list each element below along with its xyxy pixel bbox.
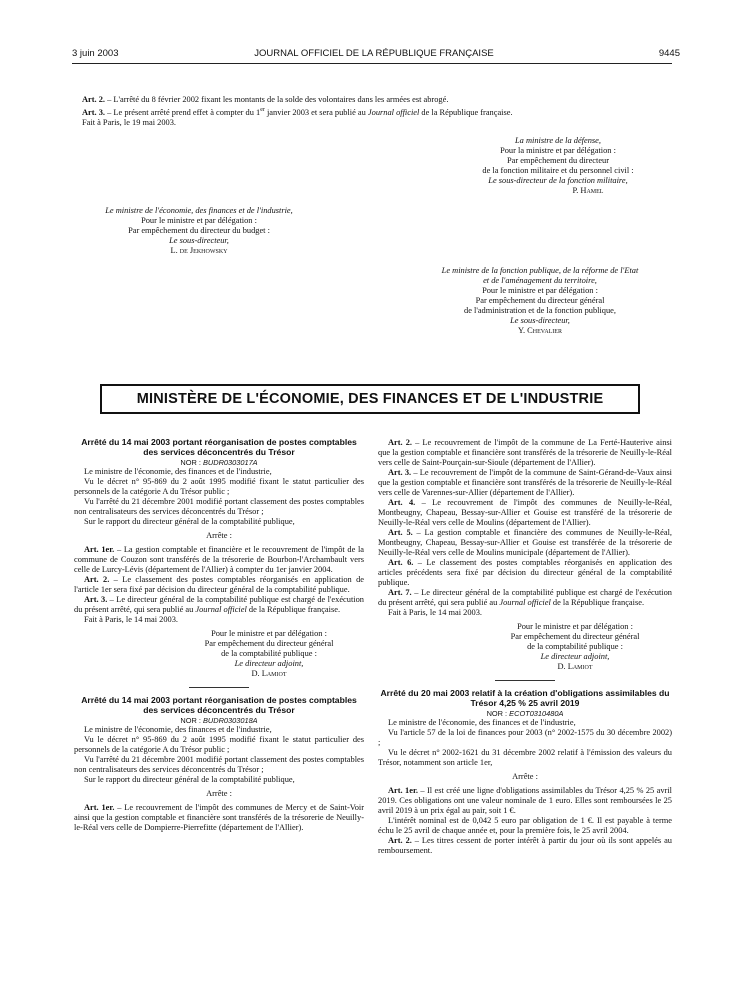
arrete-2-p2: Vu le décret n° 95-869 du 2 août 1995 modifié fixant le statut particulier des personnels de la catégorie A du Trésor public ; bbox=[74, 735, 364, 755]
right-art5: Art. 5. – La gestion comptable et financière des communes de Neuilly-le-Réal, Montbeugny, Chapeau, Bessay-sur-Allier et Gouise est transférée de la trésorerie de Neuilly-le-Réal vers celle de Moulins municipale (département de l'Allier). bbox=[378, 528, 672, 557]
arrete-1-title: Arrêté du 14 mai 2003 portant réorganisation de postes comptables des services déconcentrés du Trésor bbox=[81, 437, 357, 457]
arrete-3-p3: Vu le décret n° 2002-1621 du 31 décembre 2002 relatif à l'émission des valeurs du Trésor, notamment son article 1er, bbox=[378, 748, 672, 768]
right-fait: Fait à Paris, le 14 mai 2003. bbox=[388, 608, 482, 617]
arrete-1-art2: Art. 2. – Le classement des postes comptables réorganisés en application de l'article 1er sera fixé par décision du directeur général de la comptabilité publique. bbox=[74, 575, 365, 595]
right-art3: Art. 3. – Le recouvrement de l'impôt de la commune de Saint-Gérand-de-Vaux ainsi que la gestion comptable et financière sont transférés de la trésorerie de Neuilly-le-Réal vers celle de Varennes-sur-Allier (département de l'Allier). bbox=[378, 468, 672, 497]
arrete-3-p4: L'intérêt nominal est de 0,042 5 euro par obligation de 1 €. Il est payable à terme échu le 25 avril de chaque année et, pour la première fois, le 25 avril 2004. bbox=[378, 816, 672, 836]
arrete-2-p3: Vu l'arrêté du 21 décembre 2001 modifié portant classement des postes comptables non centralisateurs des services déconcentrés du Trésor ; bbox=[74, 755, 364, 775]
top-art3: Art. 3. – Le présent arrêté prend effet à compter du 1er janvier 2003 et sera publié au Journal officiel de la République française. bbox=[82, 107, 513, 117]
header-date: 3 juin 2003 bbox=[72, 48, 119, 59]
arrete-1-p4: Sur le rapport du directeur général de la comptabilité publique, bbox=[84, 517, 295, 527]
right-art6: Art. 6. – Le classement des postes comptables réorganisés en application des articles précédents sera fixé par décision du directeur général de la comptabilité publique. bbox=[378, 558, 672, 587]
arrete-3-p1: Le ministre de l'économie, des finances et de l'industrie, bbox=[388, 718, 576, 728]
top-fait: Fait à Paris, le 19 mai 2003. bbox=[82, 117, 176, 127]
arrete-3-arrete: Arrête : bbox=[512, 772, 538, 782]
arrete-2-p4: Sur le rapport du directeur général de la comptabilité publique, bbox=[84, 775, 295, 785]
ministry-banner: MINISTÈRE DE L'ÉCONOMIE, DES FINANCES ET DE L'INDUSTRIE bbox=[100, 384, 640, 414]
arrete-1-art1: Art. 1er. – La gestion comptable et financière et le recouvrement de l'impôt de la commune de Couzon sont transférés de la trésorerie de Bourbon-l'Archambault vers celle de Lurcy-Lévis (département de l'Allier) à compter du 1er janvier 2004. bbox=[74, 545, 365, 575]
arrete-3-title: Arrêté du 20 mai 2003 relatif à la création d'obligations assimilables du Trésor 4,25 % 25 avril 2019 bbox=[380, 688, 670, 708]
arrete-1-signature: Pour le ministre et par délégation : Par empêchement du directeur général de la comptabilité publique : Le directeur adjoint, D. Lamiot bbox=[204, 629, 334, 679]
journal-title: JOURNAL OFFICIEL DE LA RÉPUBLIQUE FRANÇAISE bbox=[254, 48, 494, 59]
header-rule bbox=[72, 63, 672, 64]
top-art2: Art. 2. – L'arrêté du 8 février 2002 fixant les montants de la solde des volontaires dans les armées est abrogé. bbox=[82, 95, 449, 104]
top-articles bbox=[72, 95, 674, 128]
arrete-1-p3: Vu l'arrêté du 21 décembre 2001 modifié portant classement des postes comptables non centralisateurs des services déconcentrés du Trésor ; bbox=[74, 497, 364, 517]
right-art4: Art. 4. – Le recouvrement de l'impôt des communes de Neuilly-le-Réal, Montbeugny, Chapeau, Bessay-sur-Allier et Gouise est transféré de la trésorerie de Neuilly-le-Réal vers celle de Moulins (département de l'Allier). bbox=[378, 498, 672, 527]
arrete-1-arrete: Arrête : bbox=[206, 531, 232, 541]
arrete-1-p1: Le ministre de l'économie, des finances et de l'industrie, bbox=[84, 467, 272, 477]
arrete-1-p2: Vu le décret n° 95-869 du 2 août 1995 modifié fixant le statut particulier des personnels de la catégorie A du Trésor public ; bbox=[74, 477, 364, 497]
separator bbox=[495, 680, 555, 681]
arrete-3-nor: NOR : ECOT0310480A bbox=[486, 709, 564, 719]
page-number: 9445 bbox=[658, 48, 680, 59]
signature-fonction-publique: Le ministre de la fonction publique, de la réforme de l'Etat et de l'aménagement du territoire, Pour le ministre et par délégation : Par empêchement du directeur général de l'administration et de la fonction publique, Le sous-directeur, Y. Chevalier bbox=[441, 266, 639, 335]
arrete-3-art1: Art. 1er. – Il est créé une ligne d'obligations assimilables du Trésor 4,25 % 25 avril 2019. Ces obligations ont une valeur nominale de 1 euro. Elles sont remboursées le 25 avril 2019 à un prix égal au pair, soit 1 €. bbox=[378, 786, 672, 816]
separator bbox=[189, 687, 249, 688]
arrete-1-art3: Art. 3. – Le directeur général de la comptabilité publique est chargé de l'exécution du présent arrêté, qui sera publié au Journal officiel de la République française. bbox=[74, 595, 364, 615]
arrete-1-fait: Fait à Paris, le 14 mai 2003. bbox=[84, 615, 178, 625]
arrete-3-p2: Vu l'article 57 de la loi de finances pour 2003 (n° 2002-1575 du 30 décembre 2002) ; bbox=[378, 728, 672, 748]
arrete-1-nor: NOR : BUDR0303017A bbox=[180, 458, 258, 468]
left-column bbox=[74, 438, 364, 833]
arrete-2-p1: Le ministre de l'économie, des finances et de l'industrie, bbox=[84, 725, 272, 735]
right-art2: Art. 2. – Le recouvrement de l'impôt de la commune de La Ferté-Hauterive ainsi que la gestion comptable et financière sont transférés de la trésorerie de Neuilly-le-Réal vers celle de Saint-Pourçain-sur-Sioule (département de l'Allier). bbox=[378, 438, 672, 467]
right-art7: Art. 7. – Le directeur général de la comptabilité publique est chargé de l'exécution du présent arrêté, qui sera publié au Journal officiel de la République française. bbox=[378, 588, 672, 607]
arrete-2-arrete: Arrête : bbox=[206, 789, 232, 799]
signature-defense: La ministre de la défense, Pour la ministre et par délégation : Par empêchement du directeur de la fonction militaire et du personnel civil : Le sous-directeur de la fonction militaire, P. Hamel bbox=[482, 136, 634, 195]
arrete-2-nor: NOR : BUDR0303018A bbox=[180, 716, 258, 726]
arrete-2-art1: Art. 1er. – Le recouvrement de l'impôt des communes de Mercy et de Saint-Voir ainsi que la gestion comptable et financière sont transférés de la trésorerie de Neuilly-le-Réal vers celle de Dompierre-Pierrefitte (département de l'Allier). bbox=[74, 803, 365, 833]
arrete-3-art2: Art. 2. – Les titres cessent de porter intérêt à partir du jour où ils sont appelés au remboursement. bbox=[378, 836, 672, 856]
arrete-2-title: Arrêté du 14 mai 2003 portant réorganisation de postes comptables des services déconcentrés du Trésor bbox=[81, 695, 357, 715]
right-signature: Pour le ministre et par délégation : Par empêchement du directeur général de la comptabilité publique : Le directeur adjoint, D. Lamiot bbox=[510, 622, 640, 671]
right-column bbox=[378, 438, 672, 856]
signature-economie: Le ministre de l'économie, des finances et de l'industrie, Pour le ministre et par délégation : Par empêchement du directeur du budget : Le sous-directeur, L. de Jekhowsky bbox=[105, 206, 293, 255]
